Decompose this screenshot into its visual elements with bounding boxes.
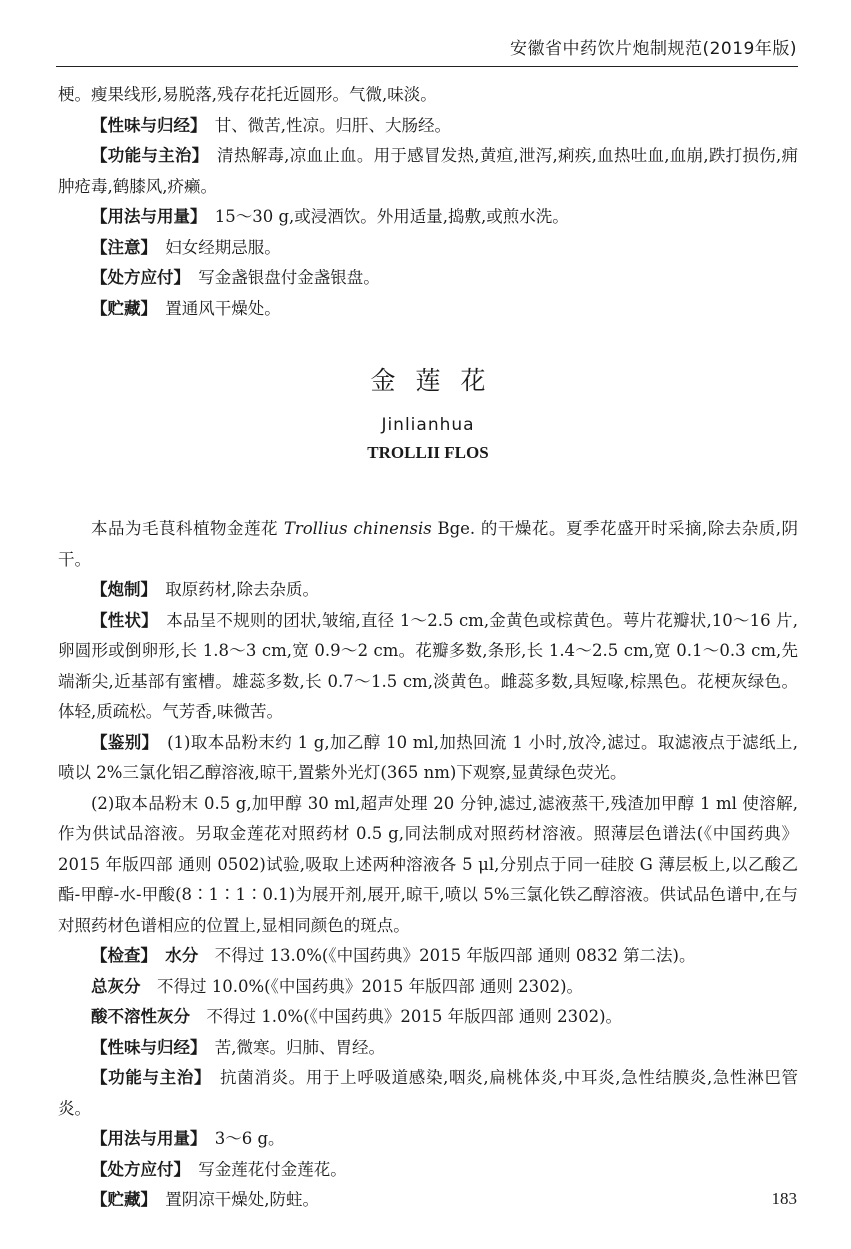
function-section xyxy=(58,1063,798,1124)
section-text: (1)取本品粉末约 1 g,加乙醇 10 ml,加热回流 1 小时,放冷,滤过。取滤液点于滤纸上,喷以 2%三氯化铝乙醇溶液,晾干,置紫外光灯(365 nm)下观察,显黄绿色荧光。 xyxy=(58,732,799,782)
section-text: 置阴凉干燥处,防蛀。 xyxy=(165,1190,319,1209)
inspection-item-text: 不得过 1.0%(《中国药典》2015 年版四部 通则 2302)。 xyxy=(206,1007,623,1026)
usage-section xyxy=(58,1124,798,1155)
section-label: 【检查】 xyxy=(91,946,149,965)
running-header-title: 安徽省中药饮片炮制规范(2019年版) xyxy=(509,39,797,59)
page-body xyxy=(58,80,798,1216)
prev-prescription-section xyxy=(58,263,798,294)
section-label: 【鉴别】 xyxy=(91,732,151,752)
section-label: 【注意】 xyxy=(91,237,149,257)
inspection-item-text: 不得过 10.0%(《中国药典》2015 年版四部 通则 2302)。 xyxy=(157,976,584,996)
section-label: 【贮藏】 xyxy=(91,1190,149,1209)
entry-intro xyxy=(58,514,798,575)
section-text: 本品呈不规则的团状,皱缩,直径 1～2.5 cm,金黄色或棕黄色。萼片花瓣状,10～16 片,卵圆形或倒卵形,长 1.8～3 cm,宽 0.9～2 cm。花瓣多数,条形,长 1.4～2.5 cm,宽 0.1～0.3 cm,先端渐尖,近基部有蜜槽。雄蕊多数,长 0.7～1.5 cm,淡黄色。雌蕊多数,具短喙,棕黑色。花梗灰绿色。体轻,质疏松。气芳香,味微苦。 xyxy=(58,610,799,721)
section-label: 【性状】 xyxy=(91,610,150,630)
prev-function-section xyxy=(58,141,798,202)
section-text: 写金莲花付金莲花。 xyxy=(198,1159,347,1179)
entry-title-pinyin: Jinlianhua xyxy=(381,415,475,435)
prev-caution-section xyxy=(58,233,798,264)
section-text: 妇女经期忌服。 xyxy=(165,237,281,257)
entry-title-chinese: 金莲花 xyxy=(370,366,506,395)
inspection-item-name: 酸不溶性灰分 xyxy=(91,1007,190,1026)
section-text: 清热解毒,凉血止血。用于感冒发热,黄疸,泄泻,痢疾,血热吐血,血崩,跌打损伤,痈肿疮毒,鹤膝风,疥癞。 xyxy=(58,146,799,196)
section-text: 置通风干燥处。 xyxy=(165,298,281,318)
entry-title-latin: TROLLII FLOS xyxy=(367,443,489,462)
section-text: 3～6 g。 xyxy=(214,1129,285,1148)
header-rule xyxy=(56,66,798,67)
prev-usage-section xyxy=(58,202,798,233)
prev-entry-continuation: 梗。瘦果线形,易脱落,残存花托近圆形。气微,味淡。 xyxy=(58,85,437,104)
inspection-acid-insoluble-ash xyxy=(58,1002,798,1033)
intro-text-before: 本品为毛茛科植物金莲花 xyxy=(91,519,279,538)
section-label: 【功能与主治】 xyxy=(91,146,201,165)
nature-section xyxy=(58,1033,798,1064)
section-label: 【处方应付】 xyxy=(91,1159,182,1179)
section-text: 抗菌消炎。用于上呼吸道感染,咽炎,扁桃体炎,中耳炎,急性结膜炎,急性淋巴管炎。 xyxy=(58,1068,799,1118)
inspection-total-ash xyxy=(58,972,798,1003)
intro-latin-name: Trollius chinensis xyxy=(283,519,432,538)
section-text: 甘、微苦,性凉。归肝、大肠经。 xyxy=(214,115,451,135)
page-number: 183 xyxy=(771,1189,797,1208)
inspection-item-name: 总灰分 xyxy=(91,976,141,996)
processing-section xyxy=(58,575,798,606)
entry-title-block xyxy=(58,364,798,466)
section-text: 15～30 g,或浸酒饮。外用适量,捣敷,或煎水洗。 xyxy=(214,207,569,226)
prescription-section xyxy=(58,1155,798,1186)
section-text: 苦,微寒。归肺、胃经。 xyxy=(214,1037,385,1057)
section-label: 【用法与用量】 xyxy=(91,1129,199,1148)
prev-nature-section xyxy=(58,111,798,142)
inspection-section xyxy=(58,941,798,972)
identification-section xyxy=(58,728,798,789)
section-label: 【性味与归经】 xyxy=(91,115,199,135)
storage-section xyxy=(58,1185,798,1216)
section-label: 【处方应付】 xyxy=(91,268,182,287)
description-section xyxy=(58,606,798,728)
section-text: 写金盏银盘付金盏银盘。 xyxy=(198,268,380,287)
section-label: 【性味与归经】 xyxy=(91,1037,199,1057)
section-label: 【贮藏】 xyxy=(91,298,149,318)
section-label: 【用法与用量】 xyxy=(91,207,199,226)
section-text: 取原药材,除去杂质。 xyxy=(165,580,319,599)
section-label: 【炮制】 xyxy=(91,580,149,599)
inspection-item-text: 不得过 13.0%(《中国药典》2015 年版四部 通则 0832 第二法)。 xyxy=(214,946,696,965)
section-label: 【功能与主治】 xyxy=(91,1068,203,1087)
prev-storage-section xyxy=(58,294,798,325)
intro-text-after: Bge. 的干燥花。夏季花盛开时采摘,除去杂质,阴干。 xyxy=(58,519,799,569)
identification-paragraph-2: (2)取本品粉末 0.5 g,加甲醇 30 ml,超声处理 20 分钟,滤过,滤液蒸干,残渣加甲醇 1 ml 使溶解,作为供试品溶液。另取金莲花对照药材 0.5 g,同法制成对照药材溶液。照薄层色谱法(《中国药典》2015 年版四部 通则 0502)试验,吸取上述两种溶液各 5 μl,分别点于同一硅胶 G 薄层板上,以乙酸乙酯-甲醇-水-甲酸(8∶1∶1∶0.1)为展开剂,展开,晾干,喷以 5%三氯化铁乙醇溶液。供试品色谱中,在与对照药材色谱相应的位置上,显相同颜色的斑点。 xyxy=(58,793,798,935)
inspection-item-name: 水分 xyxy=(165,946,199,965)
